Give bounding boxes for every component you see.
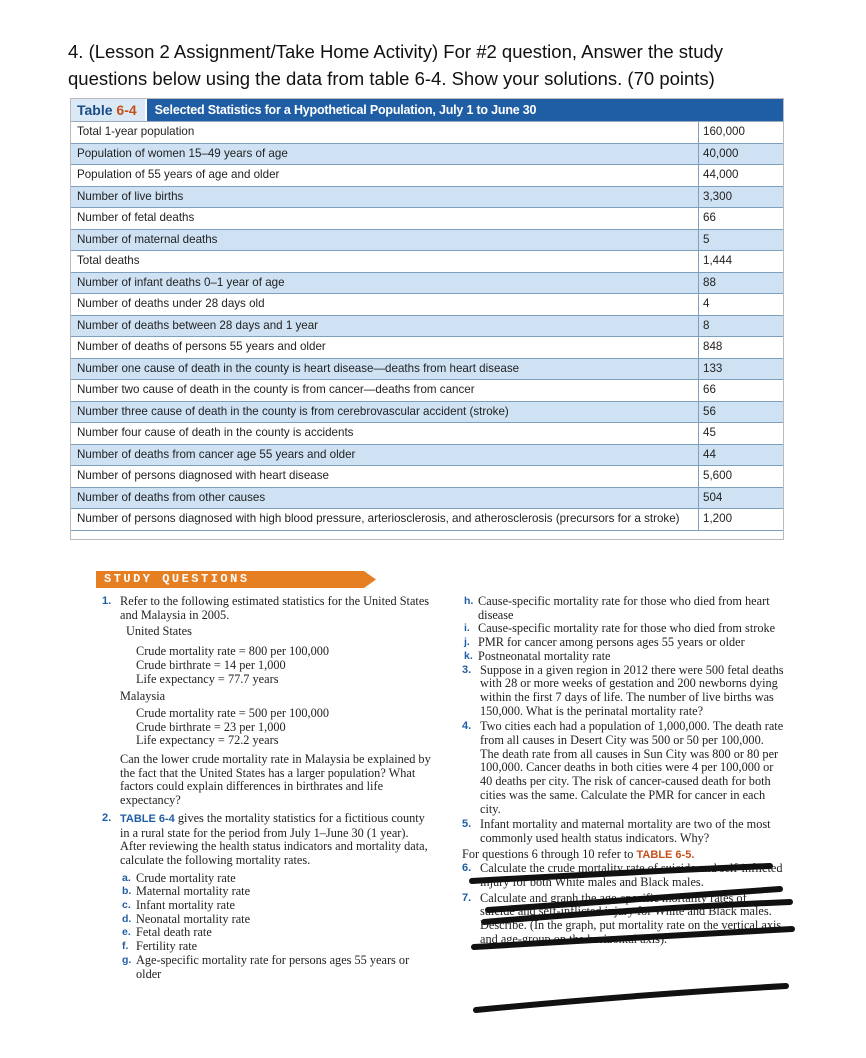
row-value: 44,000 (698, 165, 783, 186)
sub-question-text: Crude mortality rate (136, 870, 236, 885)
table-reference: TABLE 6-4 (120, 812, 175, 825)
row-value: 160,000 (698, 122, 783, 143)
sub-question (462, 595, 784, 622)
table-row (71, 380, 783, 402)
row-value: 88 (698, 273, 783, 294)
question-7 (462, 892, 784, 947)
row-value: 5 (698, 230, 783, 251)
table-row (71, 466, 783, 488)
row-value: 66 (698, 208, 783, 229)
row-label: Number of maternal deaths (77, 232, 218, 246)
table-reference: TABLE 6-5. (636, 848, 695, 861)
table-row (71, 165, 783, 187)
sub-question-text: Fetal death rate (136, 925, 212, 940)
my-stat-1: Crude mortality rate = 500 per 100,000 (136, 705, 330, 720)
scribble-stroke (476, 986, 786, 1010)
row-label: Number three cause of death in the county is from cerebrovascular accident (stroke) (77, 404, 509, 418)
sub-question-letter: a. (122, 871, 131, 884)
row-value: 56 (698, 402, 783, 423)
table-body (71, 122, 783, 531)
question-2 (102, 812, 432, 868)
sub-question-letter: b. (122, 885, 132, 898)
row-label: Number of deaths of persons 55 years and older (77, 340, 326, 353)
row-label: Total deaths (77, 254, 140, 267)
question-number: 1. (102, 595, 112, 607)
my-stat-2: Crude birthrate = 23 per 1,000 (136, 719, 286, 734)
table-row (71, 337, 783, 359)
row-value: 504 (698, 488, 783, 509)
question-text: Two cities each had a population of 1,000,000. The death rate from all causes in Desert City was 500 or 50 per 100,000. The death rate from all causes in Sun City was 800 or 80 per 100,000. Cancer deaths in both cities were 4 per 100,000 or 40 deaths per city. The risk of cancer-caused death for both cities was the same. Calculate the PMR for cancer in each city. (480, 719, 784, 816)
us-stat-2: Crude birthrate = 14 per 1,000 (136, 657, 286, 672)
table-row (71, 187, 783, 209)
sub-question-text: Infant mortality rate (136, 898, 236, 913)
row-value: 133 (698, 359, 783, 380)
sub-question-text: Postneonatal mortality rate (478, 648, 611, 663)
sub-question-letter: e. (122, 926, 131, 939)
question-number: 4. (462, 720, 472, 733)
table-row (71, 251, 783, 273)
table-caption (71, 99, 783, 122)
us-label: United States (126, 624, 192, 639)
question-5 (462, 818, 784, 845)
question-number: 3. (462, 663, 472, 676)
row-value: 1,200 (698, 509, 783, 530)
table-row (71, 316, 783, 338)
row-value: 848 (698, 337, 783, 358)
question-2-items (102, 872, 432, 982)
table-row (71, 509, 783, 531)
sub-question-letter: g. (122, 953, 132, 966)
row-label: Number of infant deaths 0–1 year of age (77, 275, 285, 289)
question-text: Calculate and graph the age-specific mortality rates of suicide and self-inflicted injury for White and Black males. Describe. (In the graph, put mortality rate on the vertical axis and age-group on the horizontal axis). (480, 890, 782, 946)
us-stat-1: Crude mortality rate = 800 per 100,000 (136, 644, 330, 659)
row-value: 45 (698, 423, 783, 444)
question-4 (462, 720, 784, 816)
row-value: 1,444 (698, 251, 783, 272)
question-2-items-continued (462, 595, 784, 664)
study-questions-header (96, 571, 376, 588)
sub-question-letter: h. (464, 595, 474, 607)
question-text: Refer to the following estimated statistics for the United States and Malaysia in 2005. (120, 594, 430, 622)
sub-question (120, 940, 432, 954)
sub-question (120, 885, 432, 899)
row-label: Number of deaths from cancer age 55 years and older (77, 447, 356, 461)
question-1-followup: Can the lower crude mortality rate in Malaysia be explained by the fact that the United States has a larger population? What factors could explain differences in birthrates and life expectancy? (120, 752, 431, 808)
table-row (71, 208, 783, 230)
table-label-number: 6-4 (116, 102, 137, 118)
row-value: 5,600 (698, 466, 783, 487)
my-stat-3: Life expectancy = 72.2 years (136, 733, 279, 748)
row-label: Number of deaths from other causes (77, 490, 266, 504)
sub-question (462, 650, 784, 664)
question-number: 7. (462, 891, 472, 904)
sub-question-text: Age-specific mortality rate for persons ages 55 years or older (136, 952, 410, 981)
question-1 (102, 595, 432, 622)
table-row (71, 445, 783, 467)
table-row (71, 402, 783, 424)
sub-question-text: Cause-specific mortality rate for those who died from heart disease (478, 594, 770, 622)
question-text: Suppose in a given region in 2012 there were 500 fetal deaths with 28 or more weeks of gestation and 200 newborns dying within the first 7 days of life. The number of live births was 150,000. What is the perinatal mortality rate? (480, 662, 784, 718)
row-label: Number four cause of death in the county is accidents (77, 426, 354, 439)
table-row (71, 273, 783, 295)
table-row (71, 488, 783, 510)
sub-question (120, 899, 432, 913)
sub-question-text: Maternal mortality rate (136, 884, 251, 899)
table-row (71, 144, 783, 166)
note-text: For questions 6 through 10 refer to (462, 846, 634, 861)
sub-question-letter: k. (464, 649, 473, 662)
row-label: Number of fetal deaths (77, 211, 195, 224)
us-stat-3: Life expectancy = 77.7 years (136, 671, 279, 686)
sub-question (462, 622, 784, 636)
malaysia-label: Malaysia (120, 689, 166, 704)
assignment-prompt: 4. (Lesson 2 Assignment/Take Home Activity) For #2 question, Answer the study questions below using the data from table 6-4. Show your solutions. (70 points) (68, 41, 724, 89)
question-number: 5. (462, 818, 472, 831)
question-text: Infant mortality and maternal mortality are two of the most commonly used health status indicators. Why? (480, 817, 771, 845)
sub-question (120, 926, 432, 940)
row-label: Number one cause of death in the county is heart disease—deaths from heart disease (77, 361, 520, 375)
study-questions-title: STUDY QUESTIONS (104, 572, 250, 586)
sub-question-text: Fertility rate (136, 939, 198, 954)
row-label: Total 1-year population (77, 125, 195, 138)
table-label (71, 99, 147, 121)
question-3 (462, 664, 784, 719)
questions-left-column (102, 595, 432, 981)
sub-question-letter: f. (122, 940, 129, 953)
table-row (71, 423, 783, 445)
table-title: Selected Statistics for a Hypothetical Population, July 1 to June 30 (147, 99, 783, 121)
row-value: 44 (698, 445, 783, 466)
sub-question-letter: i. (464, 622, 470, 635)
sub-question (462, 636, 784, 650)
sub-question (120, 872, 432, 886)
table-label-prefix: Table (77, 102, 117, 118)
question-text: gives the mortality statistics for a fictitious county in a rural state for the period from July 1–June 30 (1 year). After reviewing the health status indicators and mortality data, calculate the following mortality rates. (120, 810, 428, 867)
question-text: Calculate the crude mortality rate of suicide and self-inflicted injury for both White males and Black males. (480, 861, 783, 890)
row-label: Population of 55 years of age and older (77, 168, 280, 181)
row-label: Number of live births (77, 189, 184, 203)
row-value: 8 (698, 316, 783, 337)
sub-question-letter: d. (122, 912, 132, 925)
row-value: 3,300 (698, 187, 783, 208)
row-label: Number of deaths between 28 days and 1 year (77, 318, 319, 332)
table-row (71, 230, 783, 252)
table-row (71, 359, 783, 381)
row-label: Number of persons diagnosed with heart disease (77, 469, 329, 482)
table-row (71, 122, 783, 144)
question-5-note (462, 848, 784, 863)
row-label: Number of deaths under 28 days old (77, 297, 265, 310)
sub-question-letter: j. (464, 636, 470, 649)
sub-question-text: Cause-specific mortality rate for those who died from stroke (478, 621, 776, 636)
row-label: Number two cause of death in the county is from cancer—deaths from cancer (77, 383, 475, 396)
row-value: 40,000 (698, 144, 783, 165)
row-value: 66 (698, 380, 783, 401)
questions-right-column (462, 595, 784, 949)
table-row (71, 294, 783, 316)
row-label: Number of persons diagnosed with high blood pressure, arteriosclerosis, and atherosclerosis (precursors for a stroke) (77, 512, 680, 525)
question-number: 2. (102, 811, 112, 824)
question-6 (462, 862, 784, 889)
question-number: 6. (462, 862, 472, 875)
statistics-table (70, 98, 784, 540)
sub-question (120, 913, 432, 927)
row-label: Population of women 15–49 years of age (77, 146, 288, 160)
row-value: 4 (698, 294, 783, 315)
sub-question-text: PMR for cancer among persons ages 55 years or older (478, 635, 745, 650)
sub-question-text: Neonatal mortality rate (136, 911, 251, 926)
sub-question (120, 954, 432, 981)
sub-question-letter: c. (122, 899, 131, 912)
